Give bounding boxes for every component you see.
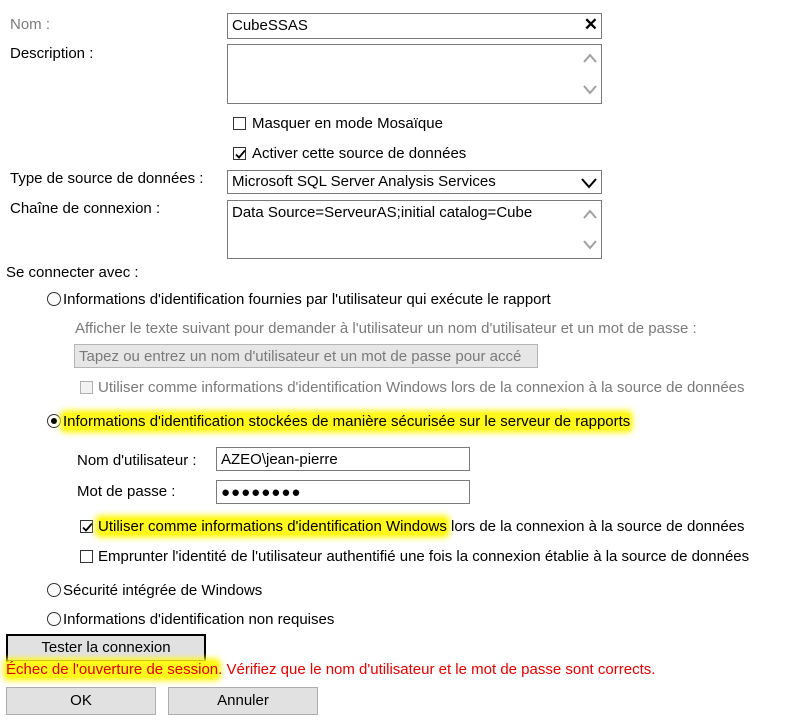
radio-stored-credentials[interactable] <box>47 414 61 428</box>
source-type-label: Type de source de données : <box>10 170 204 187</box>
stored-use-windows-label-rest: lors de la connexion à la source de données <box>446 518 745 535</box>
ok-button[interactable]: OK <box>6 687 156 715</box>
error-message <box>6 661 655 678</box>
password-value: ●●●●●●●● <box>221 484 302 501</box>
name-value: CubeSSAS <box>232 17 308 34</box>
name-input[interactable] <box>227 13 602 39</box>
cancel-button[interactable]: Annuler <box>168 687 318 715</box>
test-connection-button[interactable]: Tester la connexion <box>6 634 206 662</box>
scroll-down-icon[interactable] <box>583 239 597 251</box>
connection-string-value: Data Source=ServeurAS;initial catalog=Cube <box>232 204 533 221</box>
scroll-up-icon[interactable] <box>583 52 597 64</box>
prompt-use-windows-checkbox[interactable] <box>80 381 93 394</box>
radio-windows-integrated-label: Sécurité intégrée de Windows <box>63 582 263 599</box>
prompt-use-windows-label: Utiliser comme informations d'identification Windows lors de la connexion à la source de données <box>98 379 745 396</box>
enable-source-label: Activer cette source de données <box>252 145 467 162</box>
password-label: Mot de passe : <box>77 483 176 500</box>
radio-user-supplied[interactable] <box>47 292 61 306</box>
scroll-down-icon[interactable] <box>583 84 597 96</box>
hide-tiles-checkbox[interactable] <box>233 117 246 130</box>
hide-tiles-label: Masquer en mode Mosaïque <box>252 115 443 132</box>
stored-use-windows-checkbox[interactable] <box>80 520 93 533</box>
radio-user-supplied-label: Informations d'identification fournies par l'utilisateur qui exécute le rapport <box>63 291 551 308</box>
radio-no-credentials-label: Informations d'identification non requises <box>63 611 335 628</box>
source-type-select[interactable] <box>227 170 602 194</box>
username-value: AZEO\jean-pierre <box>221 451 338 468</box>
stored-use-windows-label <box>98 518 745 535</box>
checkmark-icon <box>234 148 247 161</box>
prompt-text-input[interactable] <box>74 344 538 368</box>
description-textarea[interactable] <box>227 44 602 104</box>
connection-string-scrollbar[interactable] <box>580 202 600 257</box>
password-input[interactable] <box>216 480 470 504</box>
radio-windows-integrated[interactable] <box>47 583 61 597</box>
chevron-down-icon[interactable] <box>581 177 597 189</box>
connection-string-label: Chaîne de connexion : <box>10 200 161 217</box>
source-type-value: Microsoft SQL Server Analysis Services <box>232 173 496 190</box>
radio-selected-dot <box>51 418 57 424</box>
prompt-hint: Afficher le texte suivant pour demander à l'utilisateur un nom d'utilisateur et un mot de passe : <box>75 320 697 337</box>
name-label: Nom : <box>10 16 51 33</box>
connect-heading: Se connecter avec : <box>6 264 139 281</box>
username-input[interactable] <box>216 447 470 471</box>
enable-source-checkbox[interactable] <box>233 147 246 160</box>
radio-no-credentials[interactable] <box>47 612 61 626</box>
impersonate-checkbox[interactable] <box>80 550 93 563</box>
clear-icon[interactable]: ✕ <box>583 15 598 34</box>
connection-string-textarea[interactable] <box>227 200 602 259</box>
impersonate-label: Emprunter l'identité de l'utilisateur authentifié une fois la connexion établie à la source de données <box>98 548 750 565</box>
error-message-highlighted: Échec de l'ouverture de session <box>6 661 219 678</box>
description-scrollbar[interactable] <box>580 46 600 102</box>
checkmark-icon <box>81 521 94 534</box>
scroll-up-icon[interactable] <box>583 208 597 220</box>
radio-stored-credentials-label: Informations d'identification stockées de manière sécurisée sur le serveur de rapports <box>63 413 631 430</box>
description-label: Description : <box>10 45 94 62</box>
stored-use-windows-label-highlighted: Utiliser comme informations d'identification Windows <box>98 518 447 535</box>
username-label: Nom d'utilisateur : <box>77 452 197 469</box>
prompt-placeholder: Tapez ou entrez un nom d'utilisateur et un mot de passe pour accé <box>79 348 522 365</box>
error-message-rest: . Vérifiez que le nom d'utilisateur et le mot de passe sont corrects. <box>218 661 656 678</box>
